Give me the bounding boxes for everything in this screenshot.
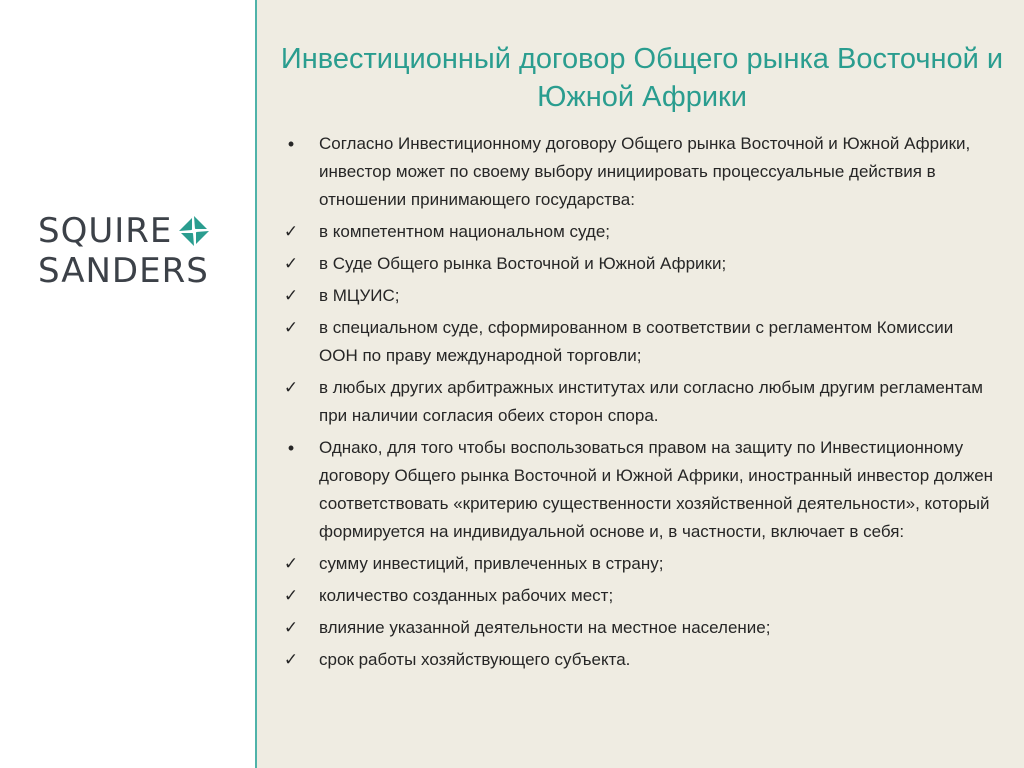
list-item-text: в Суде Общего рынка Восточной и Южной Африки; xyxy=(319,254,727,273)
checkmark-icon: ✓ xyxy=(283,222,299,242)
list-item xyxy=(257,434,1024,546)
list-item-text: в любых других арбитражных институтах или согласно любым другим регламентам при наличии согласия обеих сторон спора. xyxy=(319,378,983,425)
slide-content xyxy=(257,0,1024,768)
list-item-text: срок работы хозяйствующего субъекта. xyxy=(319,650,631,669)
checkmark-icon: ✓ xyxy=(283,286,299,306)
logo-line-1 xyxy=(38,212,210,250)
checkmark-icon: ✓ xyxy=(283,378,299,398)
checkmark-icon: ✓ xyxy=(283,618,299,638)
list-item xyxy=(257,314,1024,370)
diamond-leaf-icon xyxy=(178,215,210,247)
logo-word-sanders: SANDERS xyxy=(38,251,209,291)
bullet-icon: • xyxy=(287,134,295,154)
list-item xyxy=(257,130,1024,214)
list-item-text: Согласно Инвестиционному договору Общего рынка Восточной и Южной Африки, инвестор может по своему выбору инициировать процессуальные действия в отношении принимающего государства: xyxy=(319,134,971,209)
list-item xyxy=(257,582,1024,610)
list-item-text: в МЦУИС; xyxy=(319,286,400,305)
logo-sidebar xyxy=(0,0,256,768)
list-item xyxy=(257,646,1024,674)
bullet-list xyxy=(257,130,1024,678)
list-item xyxy=(257,550,1024,578)
checkmark-icon: ✓ xyxy=(283,318,299,338)
bullet-icon: • xyxy=(287,438,295,458)
list-item-text: Однако, для того чтобы воспользоваться правом на защиту по Инвестиционному договору Общего рынка Восточной и Южной Африки, иностранный инвестор должен соответствовать «критерию существенности хозяйственной деятельности», который формируется на индивидуальной основе и, в частности, включает в себя: xyxy=(319,438,994,541)
list-item-text: в компетентном национальном суде; xyxy=(319,222,611,241)
list-item-text: сумму инвестиций, привлеченных в страну; xyxy=(319,554,664,573)
list-item-text: в специальном суде, сформированном в соответствии с регламентом Комиссии ООН по праву международной торговли; xyxy=(319,318,954,365)
list-item xyxy=(257,614,1024,642)
list-item-text: влияние указанной деятельности на местное население; xyxy=(319,618,771,637)
company-logo xyxy=(38,212,210,290)
checkmark-icon: ✓ xyxy=(283,650,299,670)
slide-title: Инвестиционный договор Общего рынка Восточной и Южной Африки xyxy=(280,43,1004,113)
list-item xyxy=(257,282,1024,310)
logo-word-squire: SQUIRE xyxy=(38,211,173,251)
list-item-text: количество созданных рабочих мест; xyxy=(319,586,614,605)
list-item xyxy=(257,218,1024,246)
checkmark-icon: ✓ xyxy=(283,554,299,574)
list-item xyxy=(257,250,1024,278)
checkmark-icon: ✓ xyxy=(283,254,299,274)
list-item xyxy=(257,374,1024,430)
checkmark-icon: ✓ xyxy=(283,586,299,606)
logo-line-2 xyxy=(38,252,210,290)
